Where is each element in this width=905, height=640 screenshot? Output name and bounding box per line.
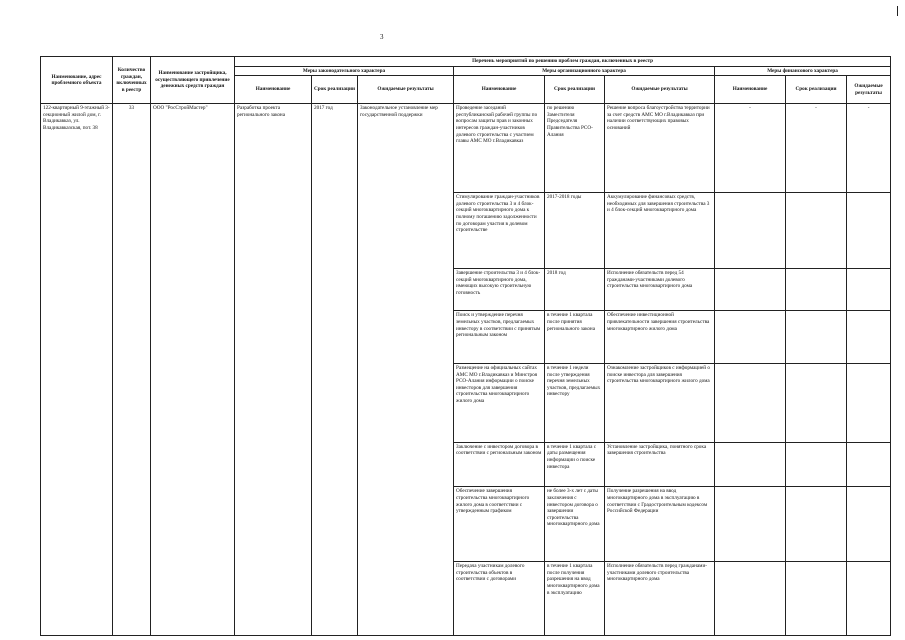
header-financial: Меры финансового характера — [715, 66, 891, 76]
header-organizational: Меры организационного характера — [454, 66, 715, 76]
fin-cell-empty — [715, 364, 786, 443]
fin-cell-empty — [715, 311, 786, 364]
fin-cell-empty — [715, 193, 786, 269]
fin-cell-empty — [786, 193, 847, 269]
fin-cell-empty — [847, 311, 891, 364]
fin-cell-empty — [786, 562, 847, 636]
fin-cell-empty — [715, 442, 786, 486]
header-measures-list: Перечень мероприятий по решению проблем граждан, включенных в реестр — [235, 57, 891, 67]
header-legislative: Меры законодательного характера — [235, 66, 454, 76]
org-measure-name: Проведение заседаний республиканской рабочей группы по вопросам защиты прав и законных интересов граждан-участников долевого строительства с участием главы АМС МО г.Владикавказ — [454, 104, 545, 193]
header-leg-deadline: Срок реализации — [312, 76, 358, 104]
header-org-deadline: Срок реализации — [545, 76, 605, 104]
org-measure-name: Заключение с инвестором договора в соответствии с региональным законом — [454, 442, 545, 486]
fin-measure-deadline: - — [786, 104, 847, 193]
header-leg-result: Ожидаемые результаты — [358, 76, 454, 104]
fin-cell-empty — [786, 487, 847, 562]
fin-measure-name: - — [715, 104, 786, 193]
org-measure-name: Поиск и утверждение перечня земельных участков, предлагаемых инвестору в соответствии с принятым региональным законом — [454, 311, 545, 364]
header-object-name: Наименование, адрес проблемного объекта — [41, 57, 113, 104]
org-measure-result: Обеспечение инвестиционной привлекательности завершения строительства многоквартирного жилого дома — [605, 311, 715, 364]
legislative-deadline: 2017 год — [312, 104, 358, 636]
header-developer: Наименование застройщика, осуществляющего привлечение денежных средств граждан — [151, 57, 235, 104]
header-fin-name: Наименование — [715, 76, 786, 104]
citizens-count: 33 — [113, 104, 151, 636]
org-measure-name: Завершение строительства 3 и 4 блок-секций многоквартирного дома, имеющих высокую строительную готовность — [454, 268, 545, 310]
fin-cell-empty — [847, 364, 891, 443]
scan-mark — [897, 6, 898, 16]
fin-cell-empty — [847, 268, 891, 310]
org-measure-deadline: 2018 год — [545, 268, 605, 310]
header-citizens-count: Количество граждан, включенных в реестр — [113, 57, 151, 104]
fin-measure-result: - — [847, 104, 891, 193]
header-org-name: Наименование — [454, 76, 545, 104]
org-measure-result: Ознакомление застройщиков с информацией о поиске инвестора для завершения строительства многоквартирного жилого дома — [605, 364, 715, 443]
header-fin-result: Ожидаемые результаты — [847, 76, 891, 104]
org-measure-deadline: не более 3-х лет с даты заключения с инвестором договора о завершении строительства многоквартирного дома — [545, 487, 605, 562]
header-fin-deadline: Срок реализации — [786, 76, 847, 104]
fin-cell-empty — [715, 268, 786, 310]
org-measure-deadline: по решению Заместителя Председателя Правительства РСО-Алания — [545, 104, 605, 193]
org-measure-deadline: в течение 1 недели после утверждения перечня земельных участков, предлагаемых инвестору — [545, 364, 605, 443]
org-measure-deadline: 2017-2018 годы — [545, 193, 605, 269]
org-measure-deadline: в течение 1 квартала после получения разрешения на ввод многоквартирного дома в эксплуатацию — [545, 562, 605, 636]
fin-cell-empty — [786, 364, 847, 443]
page-number: 3 — [380, 33, 384, 41]
legislative-name: Разработка проекта регионального закона — [235, 104, 312, 636]
fin-cell-empty — [847, 487, 891, 562]
org-measure-deadline: в течение 1 квартала с даты размещения информации о поиске инвестора — [545, 442, 605, 486]
fin-cell-empty — [786, 442, 847, 486]
fin-cell-empty — [847, 193, 891, 269]
fin-cell-empty — [786, 311, 847, 364]
header-org-result: Ожидаемые результаты — [605, 76, 715, 104]
org-measure-result: Исполнение обязательств перед гражданами-участниками долевого строительства многоквартирного дома — [605, 562, 715, 636]
org-measure-name: Обеспечение завершения строительства многоквартирного жилого дома в соответствии с утвержденным графиком — [454, 487, 545, 562]
header-leg-name: Наименование — [235, 76, 312, 104]
org-measure-result: Исполнение обязательств перед 54 гражданами-участниками долевого строительства многоквартирного дома — [605, 268, 715, 310]
fin-cell-empty — [847, 562, 891, 636]
legislative-result: Законодательное установление мер государственной поддержки — [358, 104, 454, 636]
org-measure-result: Получение разрешения на ввод многоквартирного дома в эксплуатацию в соответствии с Градостроительным кодексом Российской Федерации — [605, 487, 715, 562]
developer-name: ООО "РосСтройМастер" — [151, 104, 235, 636]
fin-cell-empty — [786, 268, 847, 310]
fin-cell-empty — [715, 487, 786, 562]
org-measure-result: Установление застройщика, понятного срока завершения строительства — [605, 442, 715, 486]
org-measure-result: Аккумулирование финансовых средств, необходимых для завершения строительства 3 и 4 блок-секций многоквартирного дома — [605, 193, 715, 269]
org-measure-deadline: в течение 1 квартала после принятия регионального закона — [545, 311, 605, 364]
fin-cell-empty — [847, 442, 891, 486]
table-row — [41, 104, 891, 193]
object-name: 122-квартирный 9-этажный 3-секционный жилой дом, г. Владикавказ, ул. Владикавказская, пот. 38 — [41, 104, 113, 636]
org-measure-result: Решение вопроса благоустройства территории за счет средств АМС МО г.Владикавказ при наличии соответствующих правовых оснований — [605, 104, 715, 193]
org-measure-name: Размещение на официальных сайтах АМС МО г.Владикавказ и Минстроя РСО-Алания информации о поиске инвесторов для завершения строительства многоквартирного жилого дома — [454, 364, 545, 443]
fin-cell-empty — [715, 562, 786, 636]
measures-table — [40, 56, 891, 636]
org-measure-name: Стимулирование граждан-участников долевого строительства 3 и 4 блок-секций многоквартирного дома к полному погашению задолженности по договорам участия в долевом строительстве — [454, 193, 545, 269]
org-measure-name: Передача участникам долевого строительства объектов в соответствии с договорами — [454, 562, 545, 636]
